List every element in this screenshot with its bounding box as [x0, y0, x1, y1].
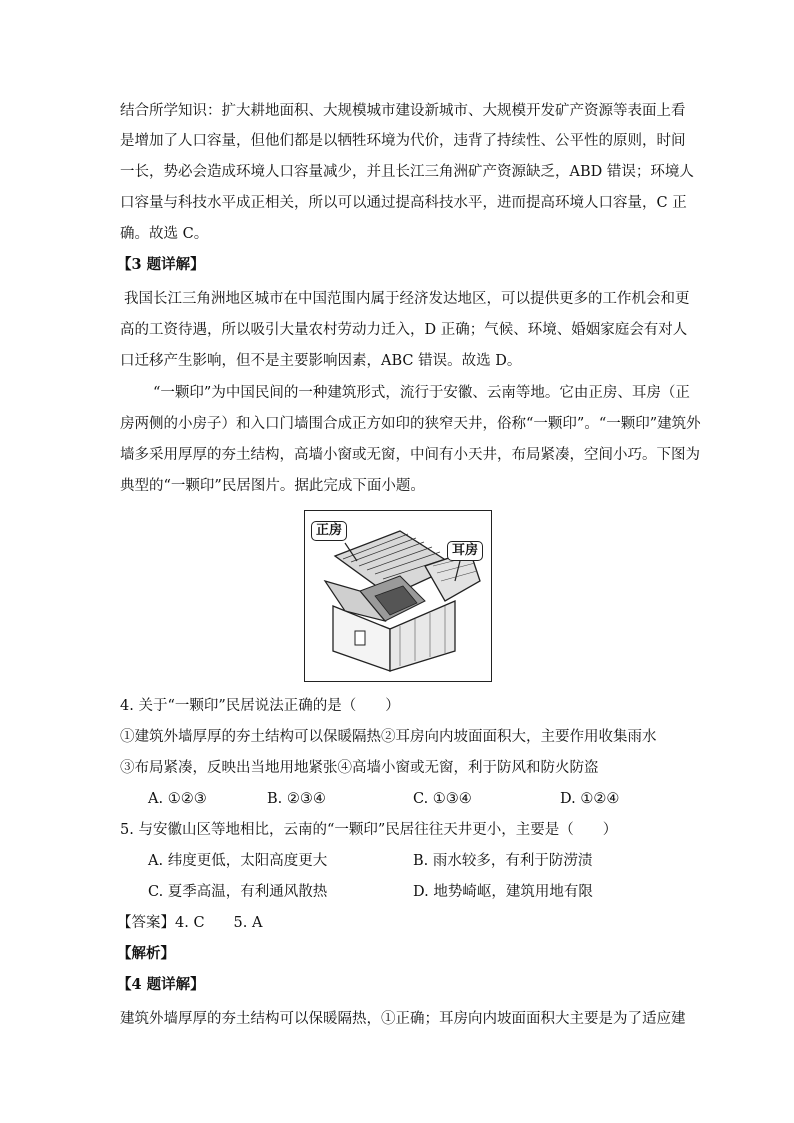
- question-5-stem: 5. 与安徽山区等地相比，云南的“一颗印”民居往往天井更小，主要是（ ）: [120, 822, 618, 838]
- question-5-option-d: D. 地势崎岖，建筑用地有限: [413, 884, 593, 900]
- label-side-room: 耳房: [447, 541, 483, 561]
- paragraph-line: 房两侧的小房子）和入口门墙围合成正方如印的狭窄天井，俗称“一颗印”。“一颗印”建筑外: [120, 416, 701, 432]
- question-4-statement: ③布局紧凑，反映出当地用地紧张④高墙小窗或无窗，利于防风和防火防盗: [120, 760, 599, 776]
- section-heading-4: 【4 题详解】: [117, 976, 205, 993]
- question-4-option-a: A. ①②③: [148, 791, 207, 807]
- house-figure: [304, 510, 492, 682]
- paragraph-line: 典型的“一颗印”民居图片。据此完成下面小题。: [120, 478, 425, 494]
- answer-line: 【答案】4. C 5. A: [117, 915, 263, 931]
- question-5-option-b: B. 雨水较多，有利于防涝渍: [413, 853, 593, 869]
- paragraph-line: 建筑外墙厚厚的夯土结构可以保暖隔热，①正确；耳房向内坡面面积大主要是为了适应建: [120, 1011, 686, 1027]
- question-5-option-a: A. 纬度更低，太阳高度更大: [148, 853, 328, 869]
- paragraph-line: 口迁移产生影响，但不是主要影响因素，ABC 错误。故选 D。: [120, 353, 522, 369]
- paragraph-line: “一颗印”为中国民间的一种建筑形式，流行于安徽、云南等地。它由正房、耳房（正: [153, 385, 690, 401]
- paragraph-line: 口容量与科技水平成正相关，所以可以通过提高科技水平，进而提高环境人口容量，C 正: [120, 195, 687, 211]
- question-4-statement: ①建筑外墙厚厚的夯土结构可以保暖隔热②耳房向内坡面面积大，主要作用收集雨水: [120, 729, 657, 745]
- question-4-option-c: C. ①③④: [413, 791, 472, 807]
- paragraph-line: 我国长江三角洲地区城市在中国范围内属于经济发达地区，可以提供更多的工作机会和更: [124, 291, 690, 307]
- question-4-option-d: D. ①②④: [560, 791, 620, 807]
- paragraph-line: 结合所学知识：扩大耕地面积、大规模城市建设新城市、大规模开发矿产资源等表面上看: [120, 103, 686, 119]
- label-main-room: 正房: [311, 521, 347, 541]
- paragraph-line: 墙多采用厚厚的夯土结构，高墙小窗或无窗，中间有小天井，布局紧凑，空间小巧。下图为: [120, 447, 700, 463]
- question-4-stem: 4. 关于“一颗印”民居说法正确的是（ ）: [120, 698, 400, 714]
- analysis-heading: 【解析】: [117, 945, 175, 962]
- question-4-option-b: B. ②③④: [267, 791, 326, 807]
- paragraph-line: 确。故选 C。: [120, 226, 209, 242]
- question-5-option-c: C. 夏季高温，有利通风散热: [148, 884, 328, 900]
- paragraph-line: 是增加了人口容量，但他们都是以牺牲环境为代价，违背了持续性、公平性的原则，时间: [120, 133, 686, 149]
- paragraph-line: 高的工资待遇，所以吸引大量农村劳动力迁入，D 正确；气候、环境、婚姻家庭会有对人: [120, 322, 688, 338]
- paragraph-line: 一长，势必会造成环境人口容量减少，并且长江三角洲矿产资源缺乏，ABD 错误；环境人: [120, 164, 694, 180]
- section-heading-3: 【3 题详解】: [117, 256, 205, 273]
